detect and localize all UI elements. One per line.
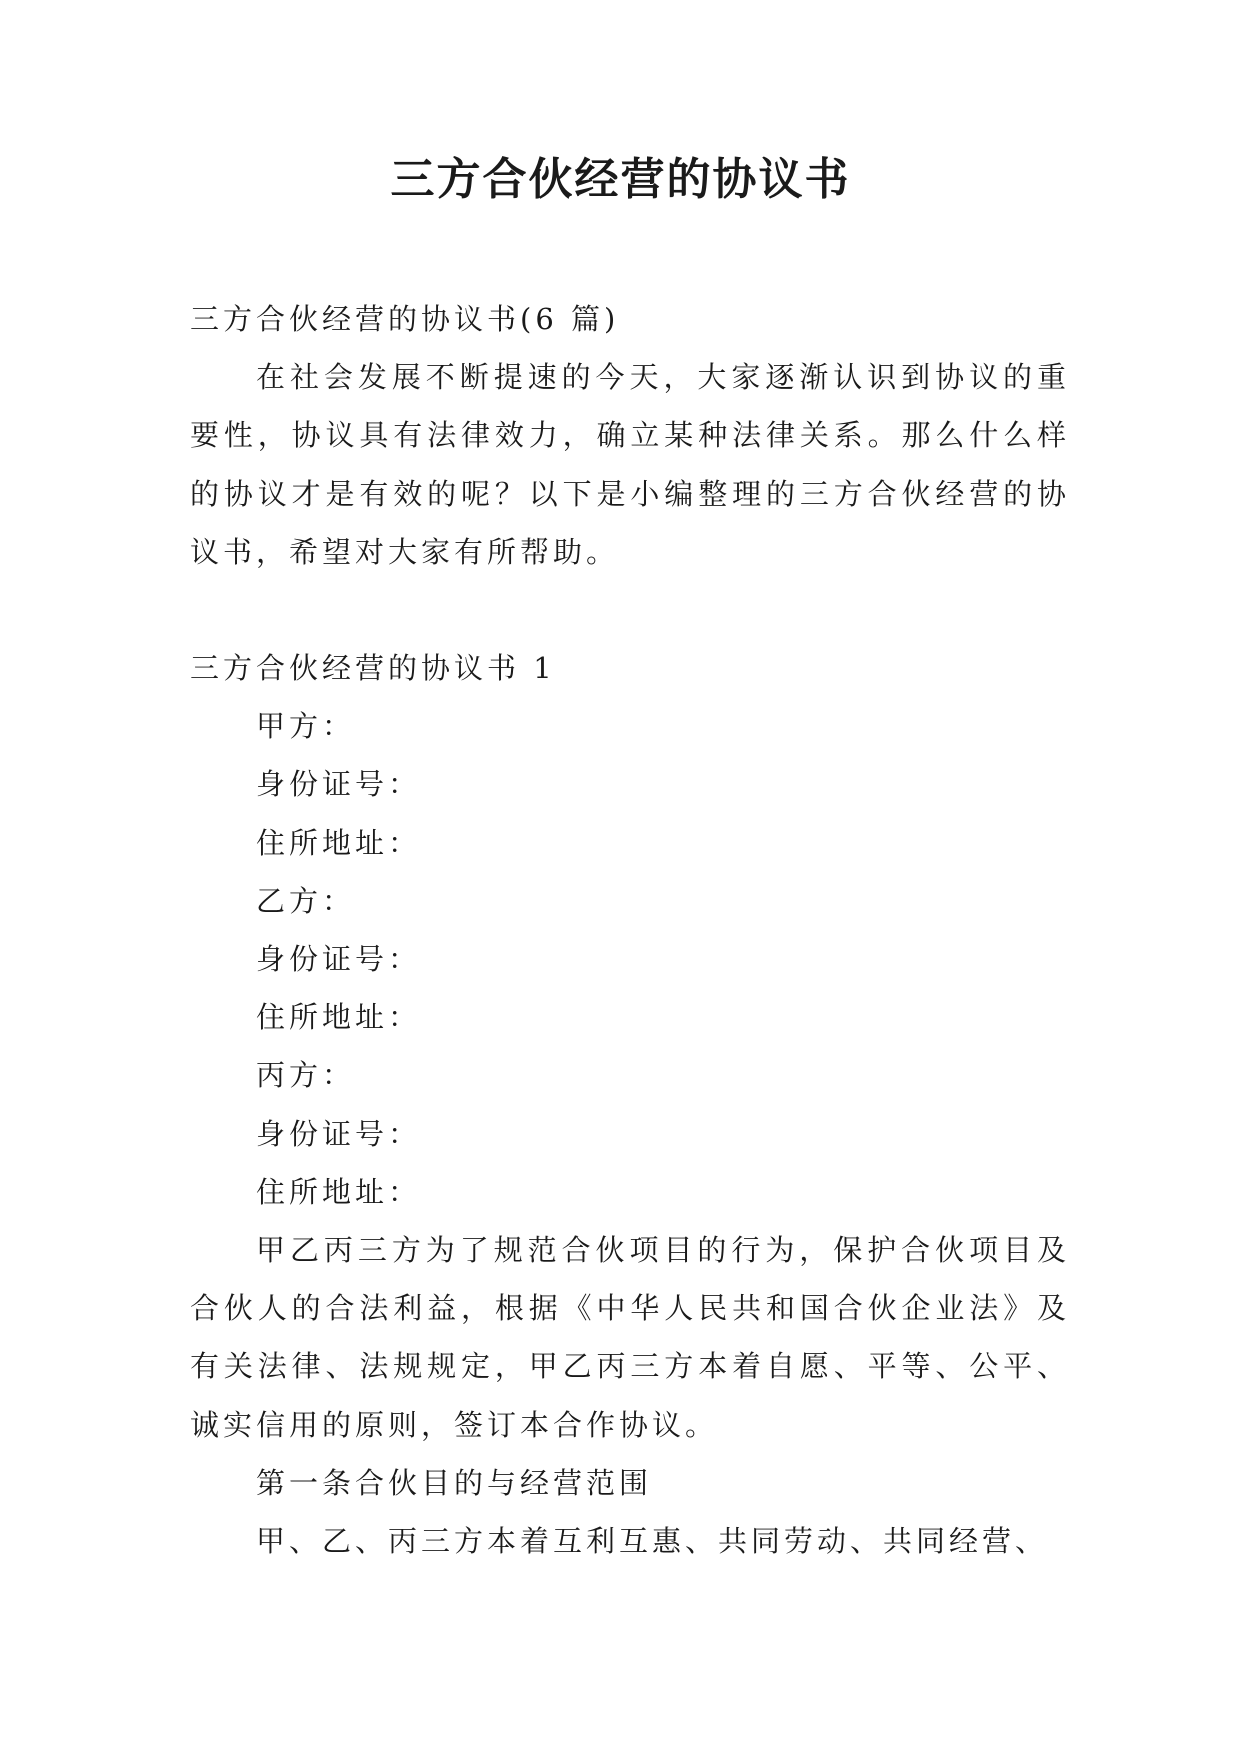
party-a-address-label: 住所地址： <box>256 825 422 860</box>
party-a-label: 甲方： <box>256 709 356 744</box>
article-1-text: 甲、乙、丙三方本着互利互惠、共同劳动、共同经营、 <box>256 1524 1049 1559</box>
intro-paragraph: 在社会发展不断提速的今天，大家逐渐认识到协议的重要性，协议具有法律效力，确立某种法律关系。那么什么样的协议才是有效的呢？以下是小编整理的三方合伙经营的协议书，希望对大家有所帮助。 <box>190 360 1070 569</box>
party-b-id-label: 身份证号： <box>256 942 422 977</box>
document-subtitle: 三方合伙经营的协议书(6 篇) <box>190 302 620 336</box>
preamble-paragraph: 甲乙丙三方为了规范合伙项目的行为，保护合伙项目及合伙人的合法利益，根据《中华人民共和国合伙企业法》及有关法律、法规规定，甲乙丙三方本着自愿、平等、公平、诚实信用的原则，签订本合作协议。 <box>190 1233 1070 1442</box>
party-b-address-label: 住所地址： <box>256 1000 422 1035</box>
party-c-label: 丙方： <box>256 1058 356 1093</box>
article-1-heading: 第一条合伙目的与经营范围 <box>256 1465 653 1500</box>
party-a-id-label: 身份证号： <box>256 767 422 802</box>
party-c-id-label: 身份证号： <box>256 1116 422 1151</box>
document-title: 三方合伙经营的协议书 <box>390 154 851 205</box>
section-heading: 三方合伙经营的协议书 1 <box>190 651 556 686</box>
party-b-label: 乙方： <box>256 883 356 918</box>
spacer <box>190 581 1070 639</box>
document-body <box>190 290 1070 1570</box>
party-c-address-label: 住所地址： <box>256 1174 422 1209</box>
